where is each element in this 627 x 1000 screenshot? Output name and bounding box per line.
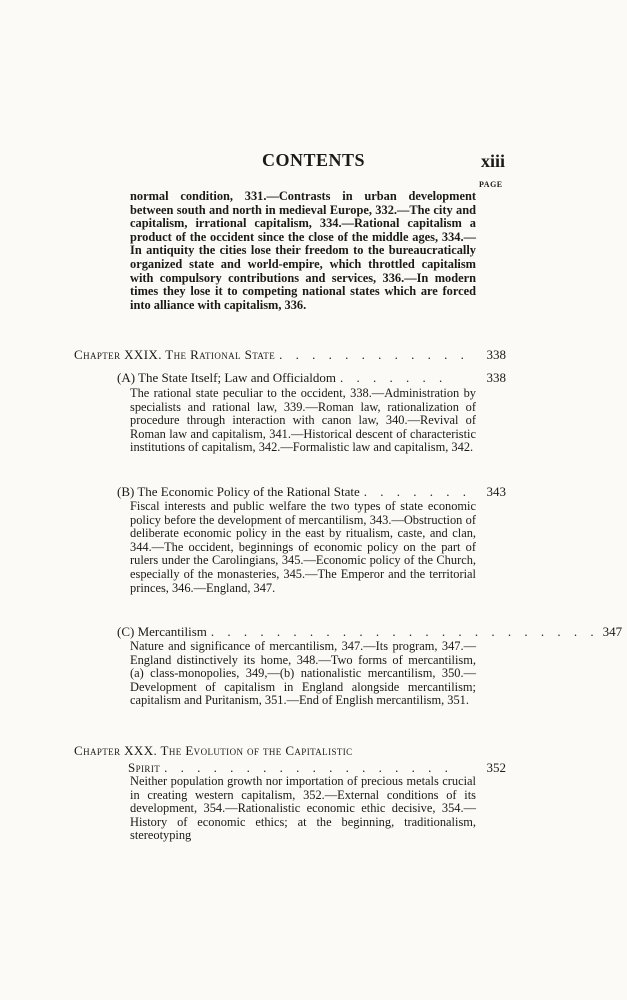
leader-dots: . . . . . . . . . . . .: [279, 347, 469, 362]
section-a-title: (A) The State Itself; Law and Officialdom: [117, 370, 337, 385]
chapter-30-summary: Neither population growth nor importation of precious metals crucial in creating western capitalism, 352.—External conditions of its development, 354.—Rationalistic economic ethic decisive, 354.—History of economic ethics; at the beginning, traditionalism, stereotyping: [130, 774, 476, 843]
chapter-29-page: 338: [486, 347, 506, 362]
page-folio: xiii: [481, 151, 506, 171]
section-c-entry: [117, 624, 623, 640]
chapter-30-title-line1: Chapter XXX. The Evolution of the Capitalistic: [74, 743, 353, 758]
section-a-entry: [117, 370, 506, 386]
page-column-label: PAGE: [479, 180, 503, 189]
section-b-page: 343: [486, 484, 506, 499]
chapter-30-page: 352: [486, 760, 506, 775]
section-b-summary: Fiscal interests and public welfare the two types of state economic policy before the development of mercantilism, 343.—Obstruction of deliberate economic policy in the east by ritualism, caste, and clan, 344.—The occident, beginnings of economic policy on the part of rulers under the Carolingians, 345.—Economic policy of the Church, especially of the monasteries, 345.—The Emperor and the territorial princes, 346.—England, 347.: [130, 499, 476, 595]
section-b-entry: [117, 484, 506, 500]
leader-dots: . . . . . . .: [363, 484, 471, 499]
continuation-summary: normal condition, 331.—Contrasts in urban development between south and north in medieval Europe, 332.—The city and capitalism, irrational capitalism, 334.—Rational capitalism a product of the occident since the close of the middle ages, 334.—In antiquity the cities lose their freedom to the bureaucratically organized state and world-empire, which throttled capitalism with compulsory contributions and services, 336.—In modern times they lose it to competing national states which are forced into alliance with capitalism, 336.: [130, 189, 476, 312]
leader-dots: . . . . . . . . . . . . . . . . . . . . . . . .: [210, 624, 599, 639]
leader-dots: . . . . . . . . . . . . . . . . . .: [164, 760, 453, 775]
chapter-29-title: Chapter XXIX. The Rational State: [74, 347, 276, 362]
chapter-29-entry: [74, 347, 506, 363]
chapter-30-title-line2: Spirit: [128, 760, 161, 775]
section-a-page: 338: [486, 370, 506, 385]
running-head-title: CONTENTS: [261, 150, 366, 170]
section-c-title: (C) Mercantilism: [117, 624, 207, 639]
section-b-title: (B) The Economic Policy of the Rational State: [117, 484, 360, 499]
section-c-page: 347: [602, 624, 623, 639]
section-c-summary: Nature and significance of mercantilism, 347.—Its program, 347.—England distinctively its home, 348.—Two forms of mercantilism, (a) class-monopolies, 349,—(b) nationalistic mercantilism, 350.—Development of capitalism in England alongside mercantilism; capitalism and Puritanism, 351.—End of English mercantilism, 351.: [130, 639, 476, 708]
leader-dots: . . . . . . .: [340, 370, 448, 385]
section-a-summary: The rational state peculiar to the occident, 338.—Administration by specialists and rational law, 339.—Roman law, rationalization of procedure through interaction with canon law, 340.—Revival of Roman law and capitalism, 341.—Historical descent of characteristic institutions of capitalism, 342.—Formalistic law and capitalism, 342.: [130, 386, 476, 455]
